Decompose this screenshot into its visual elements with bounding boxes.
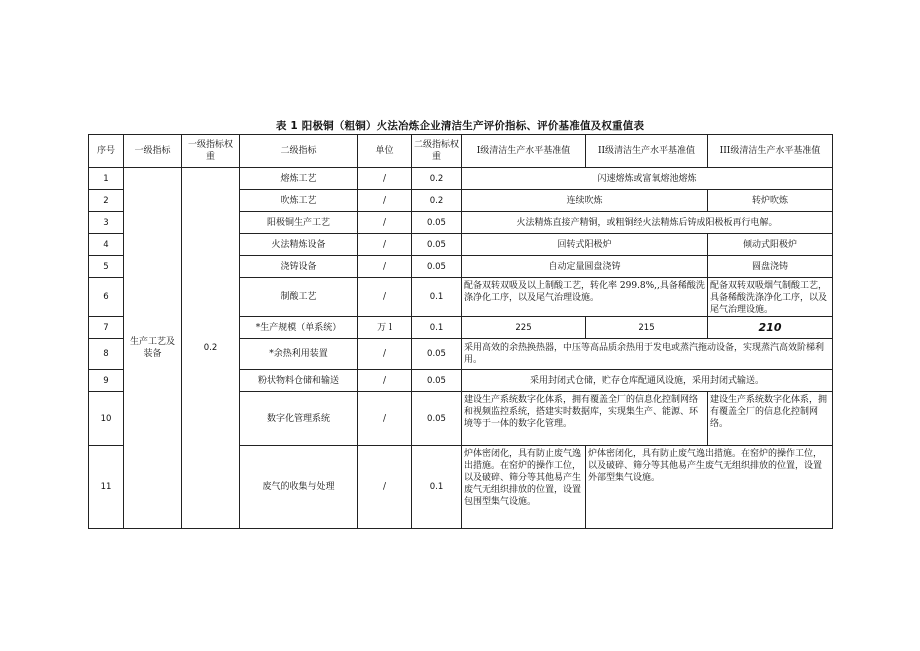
indicator-name: 粉状物料仓储和输送 bbox=[240, 370, 358, 392]
value-grade3: 建设生产系统数字化体系，拥有覆盖全厂的信息化控制网络。 bbox=[708, 392, 833, 446]
indicator-name: 阳极铜生产工艺 bbox=[240, 212, 358, 234]
unit-cell: / bbox=[358, 370, 412, 392]
weight-cell: 0.1 bbox=[412, 317, 462, 339]
indicator-name: 数字化管理系统 bbox=[240, 392, 358, 446]
value-all: 火法精炼直接产精铜，或粗铜经火法精炼后铸成阳极板再行电解。 bbox=[462, 212, 833, 234]
value-grade12: 配备双转双吸及以上制酸工艺，转化率 299.8%,,具备稀酸洗涤净化工序，以及尾气治理设施。 bbox=[462, 278, 708, 317]
weight-cell: 0.05 bbox=[412, 256, 462, 278]
indicator-name: 制酸工艺 bbox=[240, 278, 358, 317]
unit-cell: / bbox=[358, 278, 412, 317]
header-unit: 单位 bbox=[358, 135, 412, 168]
evaluation-table bbox=[88, 134, 833, 529]
value-grade2: 215 bbox=[586, 317, 708, 339]
value-grade12: 回转式阳极炉 bbox=[462, 234, 708, 256]
unit-cell: / bbox=[358, 339, 412, 370]
header-level2: 二级指标 bbox=[240, 135, 358, 168]
indicator-name: 吹炼工艺 bbox=[240, 190, 358, 212]
row-no: 11 bbox=[89, 446, 124, 529]
unit-cell: / bbox=[358, 190, 412, 212]
indicator-name: 浇铸设备 bbox=[240, 256, 358, 278]
value-grade3: 圆盘浇铸 bbox=[708, 256, 833, 278]
header-level1: 一级指标 bbox=[124, 135, 182, 168]
value-all: 闪速熔炼或富氧熔池熔炼 bbox=[462, 168, 833, 190]
indicator-name: *生产规模（单系统） bbox=[240, 317, 358, 339]
table-row bbox=[89, 168, 833, 190]
weight-cell: 0.05 bbox=[412, 339, 462, 370]
header-row bbox=[89, 135, 833, 168]
value-grade3: 倾动式阳极炉 bbox=[708, 234, 833, 256]
row-no: 9 bbox=[89, 370, 124, 392]
group-weight: 0.2 bbox=[182, 168, 240, 529]
unit-cell: / bbox=[358, 212, 412, 234]
weight-cell: 0.2 bbox=[412, 190, 462, 212]
table-title: 表 1 阳极铜（粗铜）火法冶炼企业清洁生产评价指标、评价基准值及权重值表 bbox=[275, 120, 645, 132]
header-grade2: II级清洁生产水平基准值 bbox=[586, 135, 708, 168]
value-grade12: 建设生产系统数字化体系，拥有覆盖全厂的信息化控制网络和视频监控系统，搭建实时数据库，实现集生产、能源、环境等于一体的数字化管理。 bbox=[462, 392, 708, 446]
value-grade23: 炉体密闭化，具有防止废气逸出措施。在窑炉的操作工位，以及破碎、筛分等其他易产生废气无组织排放的位置，设置外部型集气设施。 bbox=[586, 446, 833, 529]
unit-cell: / bbox=[358, 168, 412, 190]
weight-cell: 0.05 bbox=[412, 234, 462, 256]
indicator-name: *余热利用装置 bbox=[240, 339, 358, 370]
row-no: 8 bbox=[89, 339, 124, 370]
header-seq: 序号 bbox=[89, 135, 124, 168]
value-all: 采用封闭式仓储，贮存仓库配通风设施，采用封闭式输送。 bbox=[462, 370, 833, 392]
row-no: 1 bbox=[89, 168, 124, 190]
unit-cell: / bbox=[358, 234, 412, 256]
indicator-name: 火法精炼设备 bbox=[240, 234, 358, 256]
weight-cell: 0.05 bbox=[412, 212, 462, 234]
weight-cell: 0.05 bbox=[412, 392, 462, 446]
group-name: 生产工艺及装备 bbox=[124, 168, 182, 529]
value-grade12: 自动定量圆盘浇铸 bbox=[462, 256, 708, 278]
indicator-name: 废气的收集与处理 bbox=[240, 446, 358, 529]
row-no: 6 bbox=[89, 278, 124, 317]
row-no: 10 bbox=[89, 392, 124, 446]
unit-cell: 万 l bbox=[358, 317, 412, 339]
value-grade1: 炉体密闭化，具有防止废气逸出措施。在窑炉的操作工位，以及破碎、筛分等其他易产生废气无组织排放的位置，设置包围型集气设施。 bbox=[462, 446, 586, 529]
value-grade1: 225 bbox=[462, 317, 586, 339]
value-grade3: 210 bbox=[708, 317, 833, 339]
row-no: 3 bbox=[89, 212, 124, 234]
row-no: 5 bbox=[89, 256, 124, 278]
header-level1-weight: 一级指标权重 bbox=[182, 135, 240, 168]
weight-cell: 0.2 bbox=[412, 168, 462, 190]
header-grade1: I级清洁生产水平基准值 bbox=[462, 135, 586, 168]
value-grade12: 连续吹炼 bbox=[462, 190, 708, 212]
row-no: 7 bbox=[89, 317, 124, 339]
value-all: 采用高效的余热换热器，中压等高品质余热用于发电或蒸汽拖动设备，实现蒸汽高效阶梯利用。 bbox=[462, 339, 833, 370]
unit-cell: / bbox=[358, 256, 412, 278]
unit-cell: / bbox=[358, 392, 412, 446]
row-no: 4 bbox=[89, 234, 124, 256]
indicator-name: 熔炼工艺 bbox=[240, 168, 358, 190]
header-grade3: III级清洁生产水平基准值 bbox=[708, 135, 833, 168]
row-no: 2 bbox=[89, 190, 124, 212]
weight-cell: 0.1 bbox=[412, 278, 462, 317]
header-level2-weight: 二级指标权重 bbox=[412, 135, 462, 168]
value-grade3: 配备双转双吸烟气制酸工艺，具备稀酸洗涤净化工序，以及尾气治理设施。 bbox=[708, 278, 833, 317]
weight-cell: 0.05 bbox=[412, 370, 462, 392]
unit-cell: / bbox=[358, 446, 412, 529]
value-grade3: 转炉吹炼 bbox=[708, 190, 833, 212]
weight-cell: 0.1 bbox=[412, 446, 462, 529]
